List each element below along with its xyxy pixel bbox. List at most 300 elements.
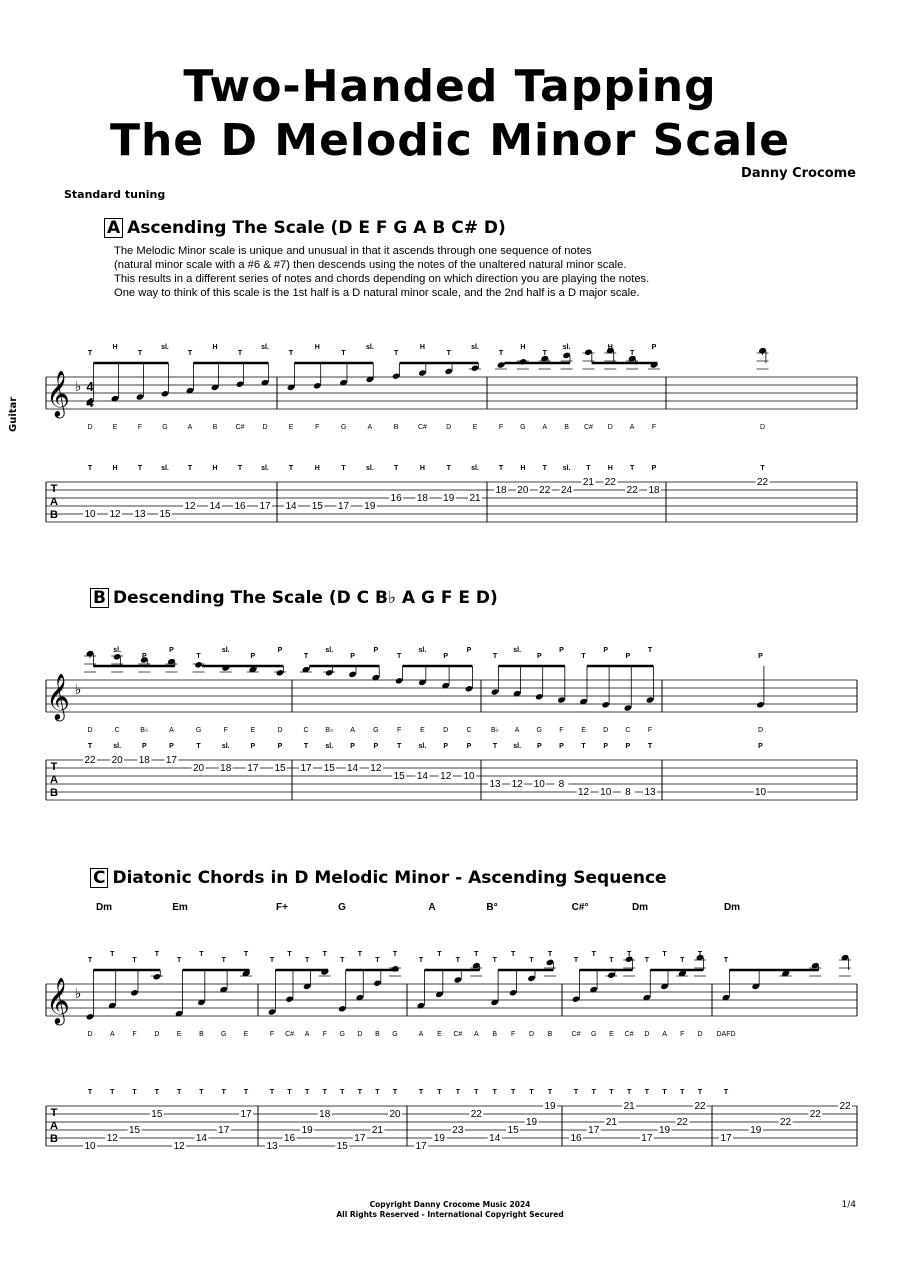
tab-fret-number: 16 (570, 1133, 582, 1144)
page-number: 1/4 (841, 1200, 856, 1210)
technique-mark: T (644, 1089, 649, 1096)
staff-technique-mark: T (394, 350, 399, 357)
title-line-2: The D Melodic Minor Scale (109, 115, 791, 166)
staff-technique-mark: T (498, 350, 504, 357)
note-head (497, 361, 506, 368)
staff-technique-mark: H (419, 344, 425, 351)
technique-mark: P (373, 743, 379, 750)
tab-fret-number: 12 (578, 787, 590, 798)
technique-mark: T (647, 743, 653, 750)
tab-fret-number: 12 (109, 509, 121, 520)
note-name: F (647, 727, 653, 734)
tab-fret-number: 10 (533, 779, 545, 790)
note-head (465, 685, 474, 692)
note-name: A (514, 727, 520, 734)
note-name: C# (571, 1031, 581, 1038)
technique-mark: H (212, 465, 218, 472)
staff-technique-mark: T (132, 957, 137, 964)
staff-technique-mark: T (760, 350, 765, 357)
tab-fret-number: 10 (84, 509, 96, 520)
note-name: C (466, 727, 472, 734)
note-name: A (662, 1031, 667, 1038)
staff-technique-mark: T (237, 350, 243, 357)
tab-fret-number: 18 (648, 485, 660, 496)
staff-technique-mark: T (341, 350, 346, 357)
staff-technique-mark: T (437, 951, 442, 958)
tab-fret-number: 15 (311, 501, 323, 512)
staff-technique-mark: T (87, 653, 93, 660)
tab-fret-number: 17 (415, 1141, 427, 1152)
note-name: A (169, 727, 174, 734)
technique-mark: T (542, 465, 547, 472)
note-head (86, 1013, 95, 1020)
technique-mark: T (760, 465, 765, 472)
staff-technique-mark: H (520, 344, 526, 351)
note-name: A (109, 1031, 115, 1038)
note-name: D (697, 1031, 703, 1038)
staff-technique-mark: P (466, 647, 472, 654)
note-head (153, 973, 162, 980)
technique-mark: sl. (471, 465, 479, 472)
technique-mark: T (591, 1089, 596, 1096)
note-head (491, 688, 500, 695)
note-head (454, 976, 463, 983)
staff-technique-mark: T (492, 957, 497, 964)
staff-technique-mark: T (627, 951, 632, 958)
tab-fret-number: 21 (582, 477, 594, 488)
technique-mark: P (169, 743, 174, 750)
note-head (161, 390, 170, 397)
staff-technique-mark: T (221, 957, 226, 964)
staff-technique-mark: sl. (513, 647, 522, 654)
chord-symbol: Dm (95, 902, 113, 913)
technique-mark: T (87, 743, 93, 750)
tab-fret-number: 8 (558, 779, 565, 790)
note-head (313, 382, 322, 389)
chord-symbol: F+ (276, 902, 288, 913)
technique-mark: T (221, 1089, 226, 1096)
staff-technique-mark: T (418, 957, 424, 964)
tab-fret-number: 10 (463, 771, 475, 782)
technique-mark: T (498, 465, 504, 472)
tab-fret-number: 22 (604, 477, 616, 488)
technique-mark: T (662, 1089, 667, 1096)
technique-mark: T (199, 1089, 204, 1096)
staff-technique-mark: sl. (418, 647, 427, 654)
note-name: C# (583, 424, 593, 431)
technique-mark: H (419, 465, 425, 472)
staff-technique-mark: T (573, 957, 579, 964)
staff-technique-mark: T (199, 951, 204, 958)
staff-technique-mark: T (529, 957, 534, 964)
tab-fret-number: 19 (526, 1117, 538, 1128)
staff-technique-mark: T (177, 957, 182, 964)
technique-mark: T (375, 1089, 380, 1096)
technique-mark: T (269, 1089, 275, 1096)
staff-technique-mark: H (212, 344, 218, 351)
technique-mark: T (418, 1089, 424, 1096)
technique-mark: T (87, 465, 93, 472)
note-name: F (511, 1031, 516, 1038)
tab-clef-letter: B (50, 509, 58, 521)
staff-technique-mark: H (112, 344, 118, 351)
technique-mark: T (609, 1089, 614, 1096)
technique-mark: T (303, 743, 309, 750)
staff-technique-mark: T (511, 951, 516, 958)
instrument-label: Guitar (8, 396, 19, 432)
section-b-title: Descending The Scale (D C B♭ A G F E D) (112, 588, 498, 608)
note-head (338, 1005, 347, 1012)
note-name: B (199, 1031, 204, 1038)
note-name: B (547, 1031, 553, 1038)
technique-mark: P (466, 743, 472, 750)
tab-fret-number: 15 (507, 1125, 519, 1136)
note-name: F (137, 424, 143, 431)
staff-technique-mark: T (305, 957, 310, 964)
note-name: G (536, 727, 543, 734)
technique-mark: T (187, 465, 193, 472)
staff-technique-mark: sl. (113, 647, 122, 654)
note-name: B♭ (491, 727, 499, 734)
note-name: B♭ (325, 727, 334, 734)
staff-technique-mark: T (680, 957, 685, 964)
intro-line: This results in a different series of notes and chords depending on which direction you are playing the notes. (114, 273, 650, 285)
note-head (325, 669, 334, 676)
technique-mark: sl. (418, 743, 427, 750)
technique-mark: T (547, 1089, 553, 1096)
author: Danny Crocome (741, 166, 856, 181)
tab-fret-number: 17 (338, 501, 350, 512)
staff-technique-mark: T (581, 653, 586, 660)
note-name: D (87, 424, 93, 431)
tab-fret-number: 14 (347, 763, 359, 774)
note-name: B (564, 424, 569, 431)
tab-fret-number: 10 (754, 787, 767, 798)
technique-mark: T (586, 465, 591, 472)
staff-technique-mark: sl. (365, 344, 374, 351)
staff-technique-mark: P (250, 653, 256, 660)
note-name: D (759, 424, 766, 431)
note-head (509, 989, 518, 996)
staff-technique-mark: sl. (471, 344, 479, 351)
note-name: G (162, 424, 168, 431)
technique-mark: T (573, 1089, 579, 1096)
staff-technique-mark: sl. (161, 344, 169, 351)
staff-technique-mark: P (141, 653, 147, 660)
tab-fret-number: 21 (623, 1101, 635, 1112)
chord-symbol: B° (486, 902, 498, 913)
technique-mark: P (625, 743, 631, 750)
note-head (756, 701, 765, 708)
tab-fret-number: 10 (84, 1141, 96, 1152)
note-name: D (154, 1031, 160, 1038)
tab-fret-number: 15 (159, 509, 171, 520)
note-name: D (529, 1031, 535, 1038)
technique-mark: T (357, 1089, 362, 1096)
staff-technique-mark: T (644, 957, 649, 964)
technique-mark: T (341, 465, 346, 472)
staff-technique-mark: T (446, 350, 451, 357)
tab-fret-number: 22 (84, 755, 96, 766)
tab-fret-number: 19 (659, 1125, 671, 1136)
staff-technique-mark: T (397, 653, 402, 660)
note-head (276, 669, 285, 676)
staff-technique-mark: P (758, 653, 763, 660)
note-head (392, 373, 401, 380)
tab-fret-number: 15 (129, 1125, 141, 1136)
staff-technique-mark: T (455, 957, 460, 964)
technique-mark: T (243, 1089, 249, 1096)
tab-fret-number: 13 (266, 1141, 278, 1152)
note-name: C# (285, 1031, 295, 1038)
note-name: C (114, 727, 120, 734)
note-name: D (87, 727, 93, 734)
technique-mark: T (511, 1089, 516, 1096)
tab-fret-number: 24 (561, 485, 573, 496)
technique-mark: P (758, 743, 763, 750)
staff-technique-mark: T (542, 350, 547, 357)
tab-fret-number: 17 (165, 755, 177, 766)
technique-mark: T (132, 1089, 137, 1096)
staff-technique-mark: sl. (221, 647, 230, 654)
technique-mark: P (443, 743, 449, 750)
note-name: DAFD (716, 1031, 736, 1038)
tab-clef-letter: T (50, 761, 58, 773)
copyright-line: Copyright Danny Crocome Music 2024 (369, 1200, 531, 1209)
technique-mark: T (305, 1089, 310, 1096)
note-name: D (603, 727, 609, 734)
technique-mark: sl. (325, 743, 334, 750)
time-signature-top: 4 (86, 379, 94, 394)
note-name: A (542, 424, 548, 431)
tab-fret-number: 14 (195, 1133, 207, 1144)
note-name: F (132, 1031, 137, 1038)
technique-mark: T (680, 1089, 685, 1096)
note-name: E (420, 727, 425, 734)
tab-fret-number: 22 (779, 1117, 792, 1128)
intro-line: One way to think of this scale is the 1st half is a D natural minor scale, and the 2nd half is a D major scale. (114, 287, 640, 299)
staff-technique-mark: T (474, 951, 479, 958)
tab-clef-letter: A (50, 496, 58, 508)
technique-mark: T (397, 743, 402, 750)
staff-technique-mark: T (287, 951, 292, 958)
note-name: G (590, 1031, 597, 1038)
technique-mark: T (492, 1089, 497, 1096)
tab-fret-number: 12 (511, 779, 523, 790)
tab-fret-number: 15 (274, 763, 286, 774)
flat-icon: ♭ (74, 985, 82, 1001)
tab-fret-number: 19 (301, 1125, 313, 1136)
staff-technique-mark: sl. (562, 344, 571, 351)
note-name: B (393, 424, 399, 431)
note-name: E (437, 1031, 442, 1038)
note-name: F (680, 1031, 685, 1038)
tab-fret-number: 12 (440, 771, 452, 782)
note-name: F (651, 424, 657, 431)
technique-mark: sl. (161, 465, 169, 472)
note-name: F (223, 727, 228, 734)
tab-fret-number: 14 (285, 501, 297, 512)
tab-fret-number: 22 (539, 485, 551, 496)
technique-mark: sl. (221, 743, 230, 750)
staff-technique-mark: T (630, 350, 635, 357)
staff-technique-mark: T (591, 951, 596, 958)
staff-technique-mark: T (303, 653, 309, 660)
note-name: A (367, 424, 373, 431)
section-a-letter: A (104, 218, 123, 238)
note-head (527, 975, 536, 982)
note-name: A (629, 424, 635, 431)
staff-technique-mark: T (492, 653, 498, 660)
note-name: F (322, 1031, 327, 1038)
chord-symbol: Dm (631, 902, 649, 913)
staff-technique-mark: T (154, 951, 159, 958)
chord-symbol: G (338, 902, 346, 913)
note-name: F (498, 424, 504, 431)
staff-technique-mark: P (603, 647, 609, 654)
tab-fret-number: 17 (641, 1133, 653, 1144)
staff-technique-mark: P (536, 653, 542, 660)
tab-fret-number: 21 (371, 1125, 383, 1136)
note-head (562, 352, 571, 359)
tab-fret-number: 16 (390, 493, 402, 504)
note-head (624, 704, 633, 711)
technique-mark: P (350, 743, 355, 750)
tab-fret-number: 21 (605, 1117, 617, 1128)
technique-mark: T (723, 1089, 729, 1096)
tab-fret-number: 17 (588, 1125, 600, 1136)
note-head (572, 996, 581, 1003)
tab-fret-number: 13 (134, 509, 146, 520)
technique-mark: T (340, 1089, 345, 1096)
staff-technique-mark: T (288, 350, 294, 357)
technique-mark: T (196, 743, 201, 750)
staff-technique-mark: H (607, 344, 613, 351)
technique-mark: P (277, 743, 283, 750)
note-name: G (340, 424, 347, 431)
technique-mark: T (697, 1089, 703, 1096)
technique-mark: T (455, 1089, 460, 1096)
technique-mark: T (392, 1089, 398, 1096)
note-name: D (357, 1031, 363, 1038)
note-name: C# (417, 424, 427, 431)
tab-fret-number: 20 (389, 1109, 401, 1120)
tab-fret-number: 16 (284, 1133, 296, 1144)
technique-mark: T (581, 743, 586, 750)
staff-technique-mark: P (625, 653, 631, 660)
staff-technique-mark: T (723, 957, 729, 964)
technique-mark: P (603, 743, 609, 750)
tab-fret-number: 12 (106, 1133, 118, 1144)
tab-fret-number: 19 (750, 1125, 762, 1136)
tab-fret-number: 12 (173, 1141, 185, 1152)
staff-technique-mark: T (586, 350, 591, 357)
staff-technique-mark: T (269, 957, 275, 964)
staff-technique-mark: T (392, 951, 398, 958)
technique-mark: T (394, 465, 399, 472)
staff-technique-mark: T (547, 951, 553, 958)
chord-symbol: Dm (723, 902, 741, 913)
staff-technique-mark: T (137, 350, 143, 357)
tuning-label: Standard tuning (64, 188, 166, 201)
tab-fret-number: 8 (625, 787, 631, 798)
note-name: B (375, 1031, 380, 1038)
technique-mark: P (250, 743, 256, 750)
tab-fret-number: 17 (354, 1133, 366, 1144)
note-name: D (644, 1031, 650, 1038)
note-name: D (277, 727, 283, 734)
note-name: A (350, 727, 355, 734)
flat-icon: ♭ (74, 378, 82, 394)
tab-fret-number: 18 (138, 755, 150, 766)
note-name: B (492, 1031, 498, 1038)
note-name: F (269, 1031, 275, 1038)
treble-clef-icon: 𝄞 (46, 674, 70, 720)
staff-technique-mark: T (243, 951, 249, 958)
note-name: C# (453, 1031, 463, 1038)
tab-fret-number: 22 (839, 1101, 851, 1112)
title-line-1: Two-Handed Tapping (183, 61, 717, 112)
note-name: G (339, 1031, 346, 1038)
technique-mark: sl. (261, 465, 269, 472)
technique-mark: T (630, 465, 635, 472)
technique-mark: H (520, 465, 526, 472)
technique-mark: P (651, 465, 657, 472)
staff-technique-mark: sl. (325, 647, 334, 654)
note-name: A (187, 424, 193, 431)
note-name: E (243, 1031, 249, 1038)
tab-clef-letter: T (50, 1107, 58, 1119)
tab-fret-number: 15 (323, 763, 335, 774)
note-head (444, 368, 453, 375)
note-head (113, 653, 122, 660)
staff-technique-mark: T (357, 951, 362, 958)
tab-clef-letter: T (50, 483, 58, 495)
note-name: A (304, 1031, 310, 1038)
tab-clef-letter: A (50, 1120, 58, 1132)
technique-mark: T (288, 465, 294, 472)
tab-fret-number: 15 (336, 1141, 348, 1152)
tab-fret-number: 21 (469, 493, 481, 504)
technique-mark: T (474, 1089, 479, 1096)
tab-fret-number: 22 (756, 477, 769, 488)
tab-fret-number: 19 (364, 501, 376, 512)
note-head (285, 996, 294, 1003)
technique-mark: T (322, 1089, 327, 1096)
tab-fret-number: 18 (416, 493, 428, 504)
note-name: C# (235, 424, 245, 431)
tab-clef-letter: B (50, 1133, 58, 1145)
treble-clef-icon: 𝄞 (46, 371, 70, 417)
tab-fret-number: 14 (489, 1133, 501, 1144)
note-name: E (288, 424, 294, 431)
note-name: B (212, 424, 218, 431)
technique-mark: sl. (113, 743, 122, 750)
chord-symbol: A (428, 902, 436, 913)
staff-technique-mark: T (322, 951, 327, 958)
tab-fret-number: 17 (720, 1133, 732, 1144)
note-head (471, 365, 480, 372)
tab-fret-number: 15 (151, 1109, 163, 1120)
staff-technique-mark: T (110, 951, 115, 958)
note-head (194, 661, 203, 668)
technique-mark: H (112, 465, 118, 472)
tab-fret-number: 22 (809, 1109, 821, 1120)
technique-mark: T (137, 465, 143, 472)
section-c-letter: C (90, 868, 108, 888)
technique-mark: P (536, 743, 542, 750)
note-name: G (520, 424, 526, 431)
